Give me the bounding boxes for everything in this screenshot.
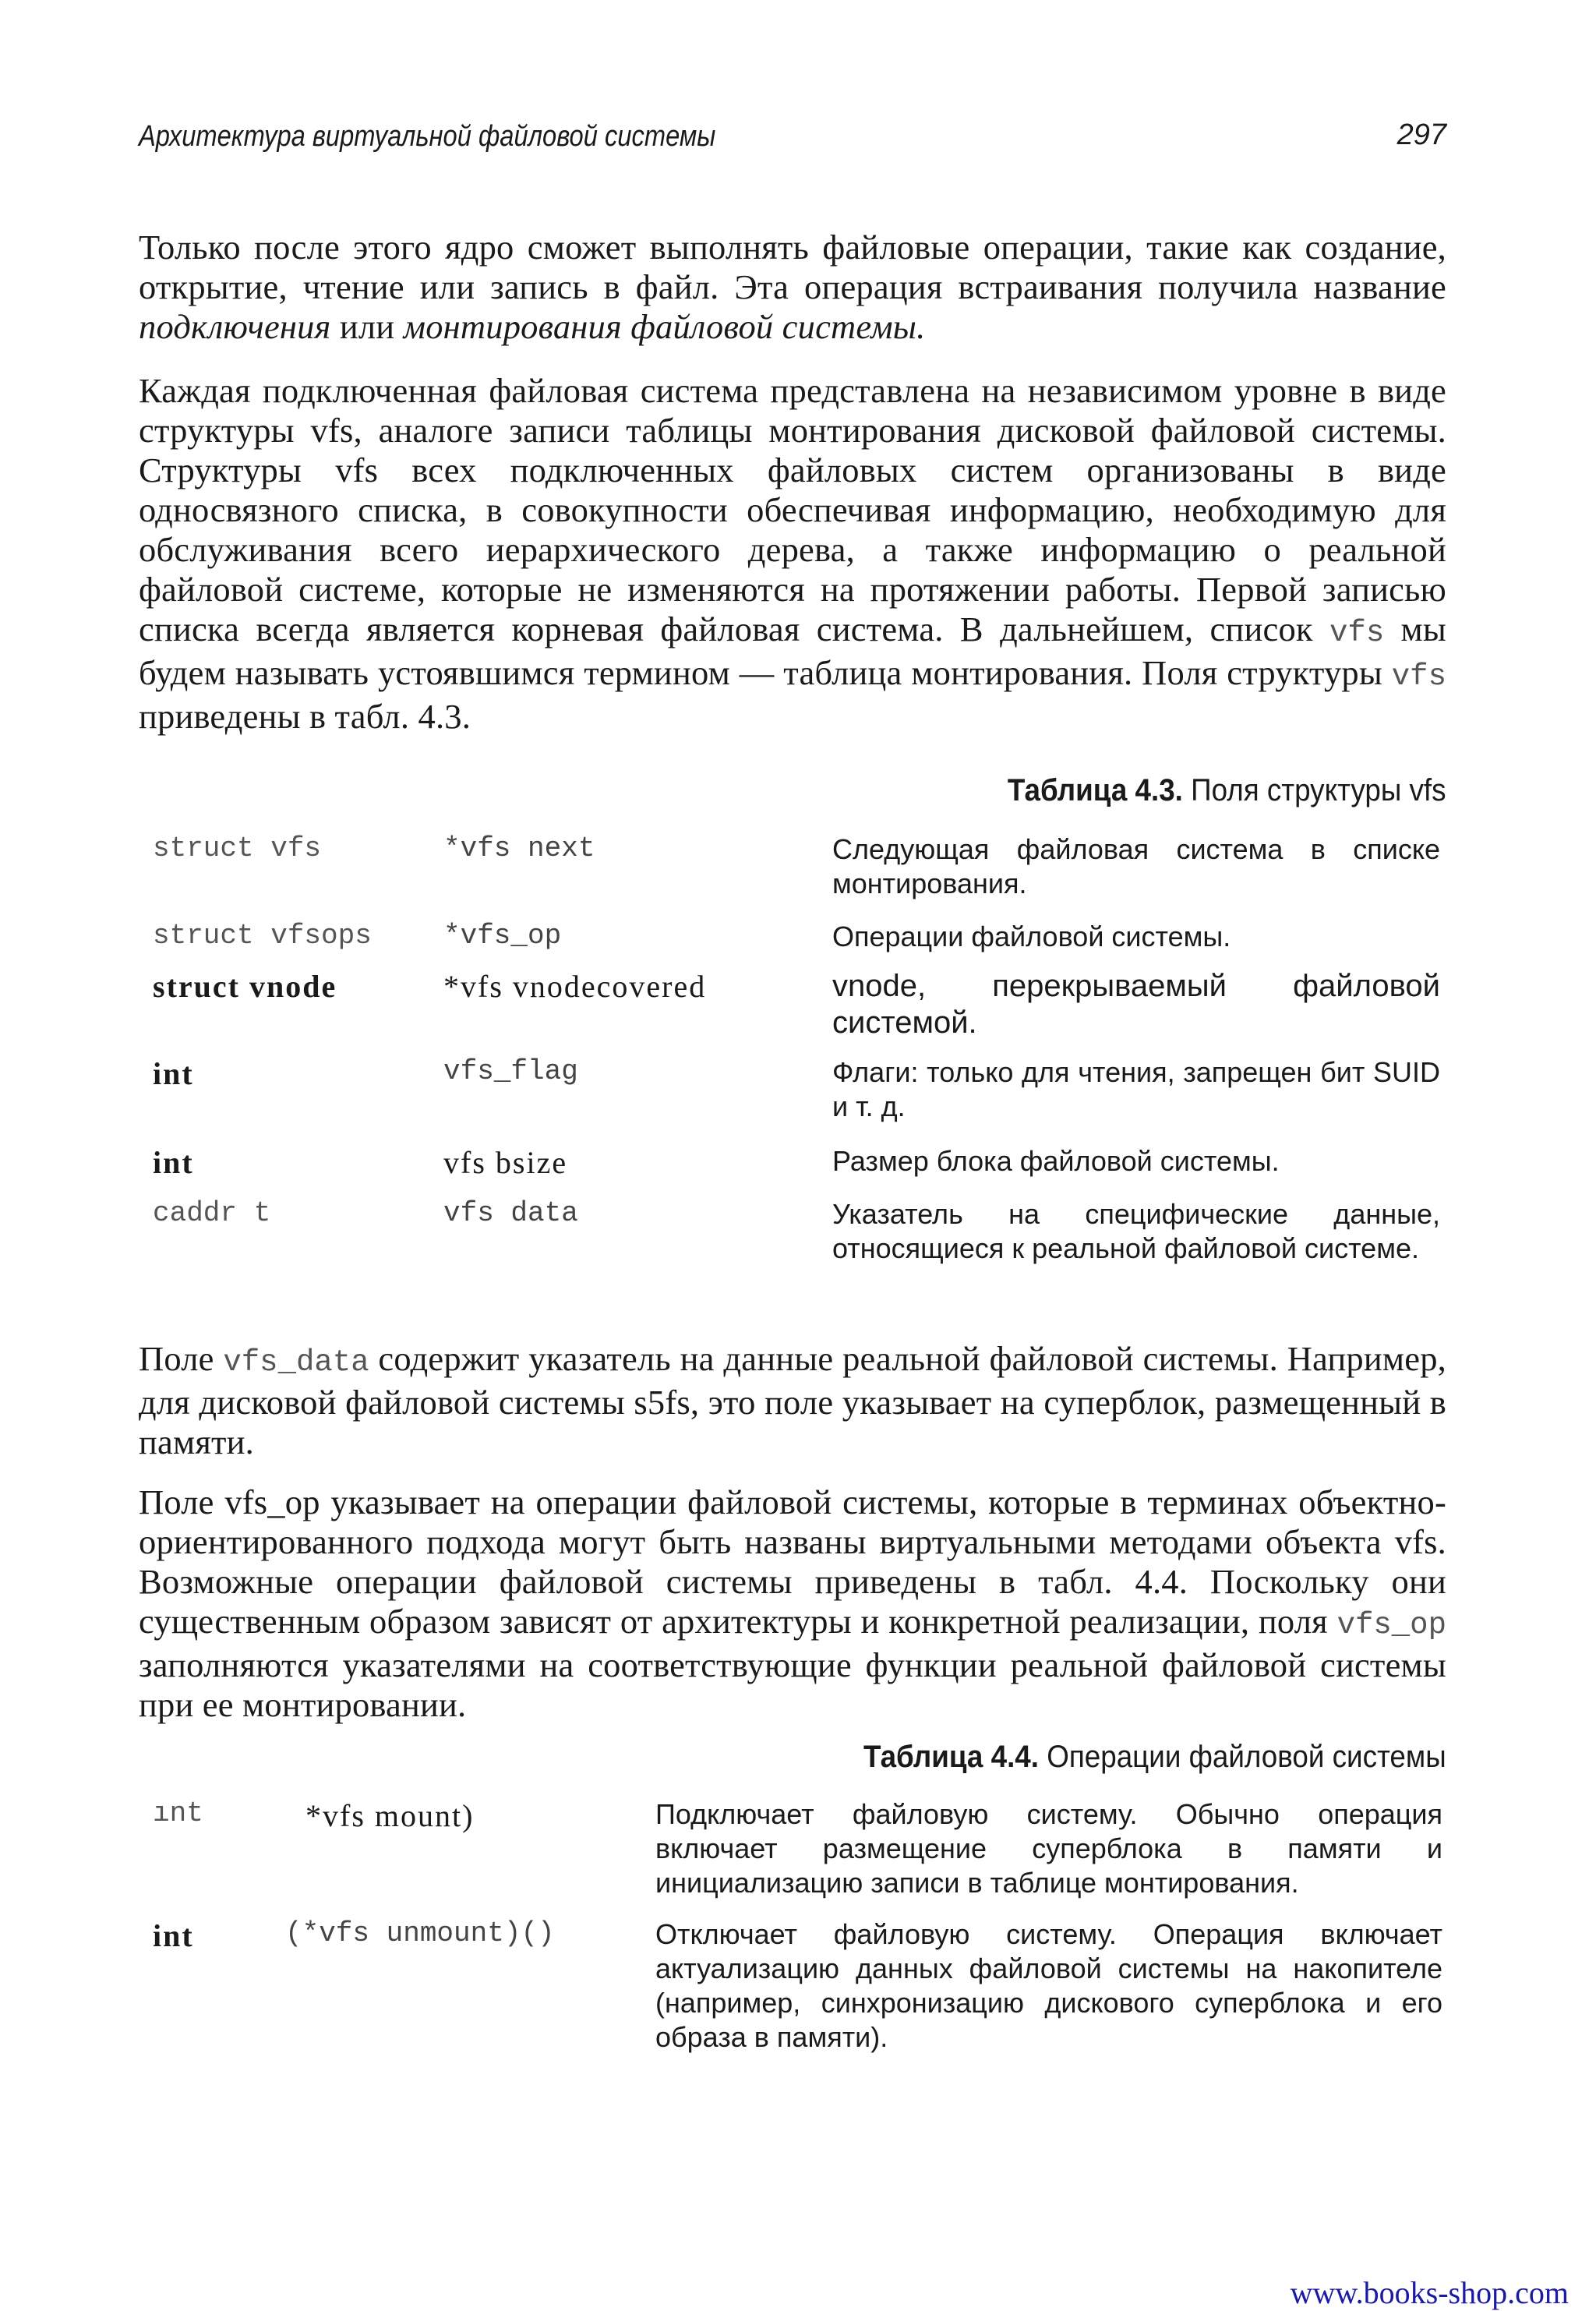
field-description: Следующая файловая система в списке монтирования. bbox=[832, 833, 1440, 899]
field-description: Размер блока файловой системы. bbox=[832, 1145, 1280, 1177]
code-vfs: vfs bbox=[1391, 659, 1446, 694]
field-type: int bbox=[153, 1145, 194, 1180]
paragraph-text: заполняются указателями на соответствующие функции реальной файловой системы при ее монтировании. bbox=[139, 1645, 1446, 1724]
paragraph-text: мы будем называть устоявшимся термином — таблица монтирования. Поля структуры bbox=[139, 610, 1446, 692]
term-montirovaniya: монтирования файловой системы. bbox=[403, 307, 926, 346]
operation-signature: *vfs mount) bbox=[305, 1798, 475, 1833]
field-type: struct vnode bbox=[153, 969, 337, 1004]
field-type: struct vfsops bbox=[153, 920, 372, 952]
caption-text: Операции файловой системы bbox=[1039, 1740, 1446, 1774]
field-type: struct vfs bbox=[153, 832, 322, 864]
caption-text: Поля структуры vfs bbox=[1183, 773, 1446, 807]
paragraph-vfs-data bbox=[139, 1339, 1446, 1462]
running-title: Архитектура виртуальной файловой системы bbox=[139, 120, 716, 153]
field-description: Флаги: только для чтения, запрещен бит SUID и т. д. bbox=[832, 1056, 1440, 1122]
paragraph-text: Поле bbox=[139, 1339, 224, 1378]
paragraph-text: Только после этого ядро сможет выполнять файловые операции, такие как создание, открытие, чтение или запись в файл. Эта операция встраивания получила название bbox=[139, 228, 1446, 306]
page-number: 297 bbox=[1396, 118, 1446, 151]
caption-label: Таблица 4.4. bbox=[863, 1740, 1040, 1774]
paragraph-text: приведены в табл. 4.3. bbox=[139, 697, 471, 736]
field-name: *vfs next bbox=[443, 832, 595, 864]
paragraph-text: Каждая подключенная файловая система представлена на независимом уровне в виде структуры vfs, аналоге записи таблицы монтирования дисковой файловой системы. Структуры vfs всех подключенных файловых систем организованы в виде односвязного списка, в совокупности обеспечивая информацию, необходимую для обслуживания всего иерархического дерева, а также информацию о реальной файловой системе, которые не изменяются на протяжении работы. Первой записью списка всегда является корневая файловая система. В дальнейшем, список bbox=[139, 371, 1446, 648]
operation-description: Отключает файловую систему. Операция включает актуализацию данных файловой системы на накопителе (например, синхронизацию дискового суперблока и его образа в памяти). bbox=[655, 1918, 1442, 2053]
caption-label: Таблица 4.3. bbox=[1008, 773, 1184, 807]
field-type: int bbox=[153, 1056, 194, 1091]
field-name: *vfs vnodecovered bbox=[443, 969, 707, 1004]
field-name: vfs_flag bbox=[443, 1055, 578, 1087]
table-4-4-caption bbox=[863, 1740, 1446, 1775]
operation-type: ınt bbox=[153, 1797, 203, 1829]
field-name: vfs bsize bbox=[443, 1145, 568, 1180]
code-vfs-op: vfs_op bbox=[1336, 1608, 1446, 1642]
paragraph-text: Поле vfs_op указывает на операции файловой системы, которые в терминах объектно-ориентированного подхода могут быть названы виртуальными методами объекта vfs. Возможные операции файловой системы приведены в табл. 4.4. Поскольку они существенным образом зависят от архитектуры и конкретной реализации, поля bbox=[139, 1482, 1446, 1641]
watermark-link[interactable]: www.books-shop.com bbox=[1290, 2275, 1569, 2310]
operation-type: int bbox=[153, 1918, 194, 1953]
field-description: Операции файловой системы. bbox=[832, 921, 1231, 952]
term-podklyucheniya: подключения bbox=[139, 307, 331, 346]
field-description: vnode, перекрываемый файловой системой. bbox=[832, 969, 1440, 1040]
code-vfs: vfs bbox=[1329, 616, 1385, 650]
table-4-3-caption bbox=[1008, 773, 1446, 808]
paragraph-text: или bbox=[330, 307, 404, 346]
field-name: vfs data bbox=[443, 1197, 578, 1229]
paragraph-text: содержит указатель на данные реальной файловой системы. Например, для дисковой файловой системы s5fs, это поле указывает на суперблок, размещенный в памяти. bbox=[139, 1339, 1446, 1461]
paragraph-vfs-structure bbox=[139, 371, 1446, 737]
code-vfs-data: vfs_data bbox=[223, 1345, 369, 1380]
field-description: Указатель на специфические данные, относящиеся к реальной файловой системе. bbox=[832, 1198, 1440, 1264]
field-name: *vfs_op bbox=[443, 920, 562, 952]
field-type: caddr t bbox=[153, 1197, 271, 1229]
paragraph-vfs-op bbox=[139, 1482, 1446, 1725]
operation-signature: (*vfs unmount)() bbox=[285, 1917, 555, 1949]
paragraph-intro bbox=[139, 228, 1446, 347]
operation-description: Подключает файловую систему. Обычно операция включает размещение суперблока в памяти и инициализацию записи в таблице монтирования. bbox=[655, 1798, 1442, 1899]
